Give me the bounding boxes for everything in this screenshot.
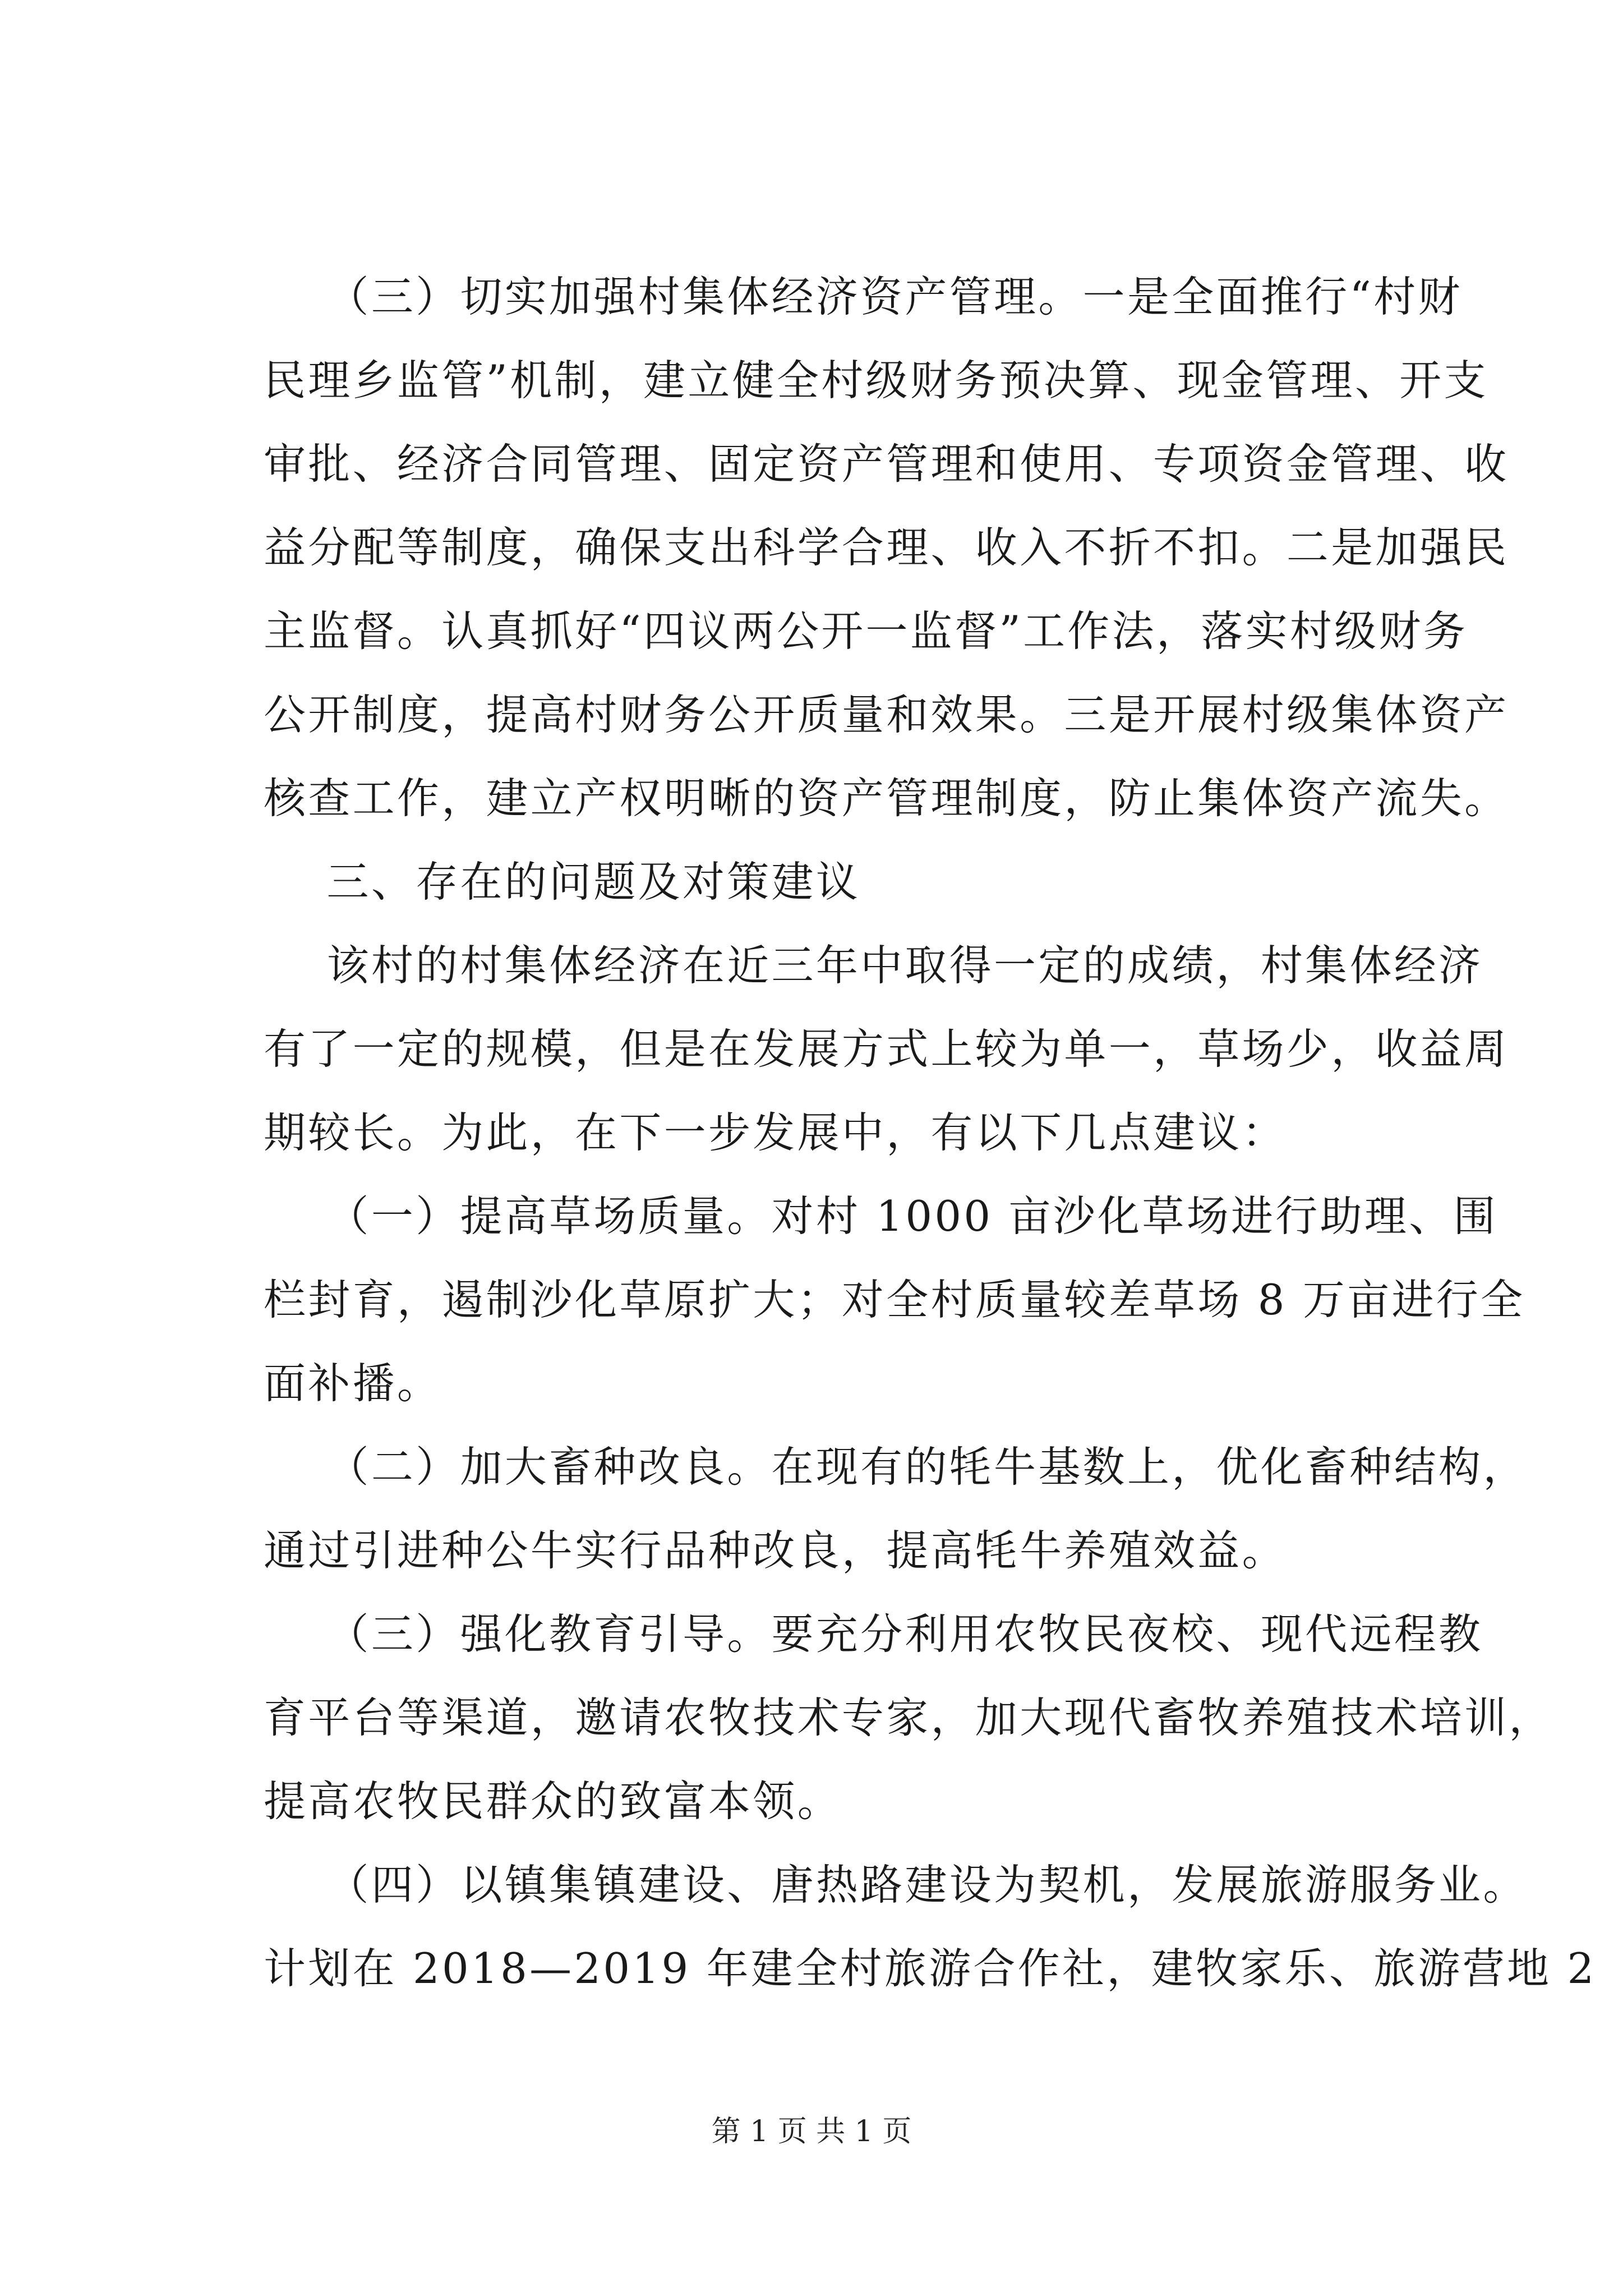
section-heading: 三、存在的问题及对策建议 [264, 857, 861, 907]
page-footer: 第 1 页 共 1 页 [711, 2115, 912, 2148]
text-line: 面补播。 [264, 1359, 442, 1408]
text-line: 育平台等渠道，邀请农牧技术专家，加大现代畜牧养殖技术培训， [264, 1693, 1553, 1742]
text-line: 益分配等制度，确保支出科学合理、收入不折不扣。二是加强民 [264, 523, 1509, 572]
text-line: 该村的村集体经济在近三年中取得一定的成绩，村集体经济 [264, 941, 1483, 990]
text-line: 审批、经济合同管理、固定资产管理和使用、专项资金管理、收 [264, 439, 1509, 489]
document-body [264, 255, 1597, 2010]
text-line: 栏封育，遏制沙化草原扩大；对全村质量较差草场 8 万亩进行全 [264, 1275, 1525, 1324]
text-line: 核查工作，建立产权明晰的资产管理制度，防止集体资产流失。 [264, 774, 1509, 823]
text-line: （二）加大畜种改良。在现有的牦牛基数上，优化畜种结构， [264, 1442, 1528, 1492]
text-line: 民理乡监管”机制，建立健全村级财务预决算、现金管理、开支 [264, 356, 1488, 405]
text-line: （一）提高草场质量。对村 1000 亩沙化草场进行助理、围 [264, 1191, 1498, 1241]
text-line: （三）强化教育引导。要充分利用农牧民夜校、现代远程教 [264, 1609, 1483, 1659]
text-line: 通过引进种公牛实行品种改良，提高牦牛养殖效益。 [264, 1526, 1287, 1575]
text-line: 提高农牧民群众的致富本领。 [264, 1777, 842, 1826]
text-line: （四）以镇集镇建设、唐热路建设为契机，发展旅游服务业。 [264, 1860, 1528, 1910]
text-line: 公开制度，提高村财务公开质量和效果。三是开展村级集体资产 [264, 690, 1509, 739]
text-line: （三）切实加强村集体经济资产管理。一是全面推行“村财 [264, 272, 1463, 321]
text-line: 主监督。认真抓好“四议两公开一监督”工作法，落实村级财务 [264, 606, 1468, 656]
text-line: 有了一定的规模，但是在发展方式上较为单一，草场少，收益周 [264, 1024, 1509, 1074]
text-line: 期较长。为此，在下一步发展中，有以下几点建议： [264, 1108, 1287, 1157]
text-line: 计划在 2018—2019 年建全村旅游合作社，建牧家乐、旅游营地 2 [264, 1944, 1597, 1993]
